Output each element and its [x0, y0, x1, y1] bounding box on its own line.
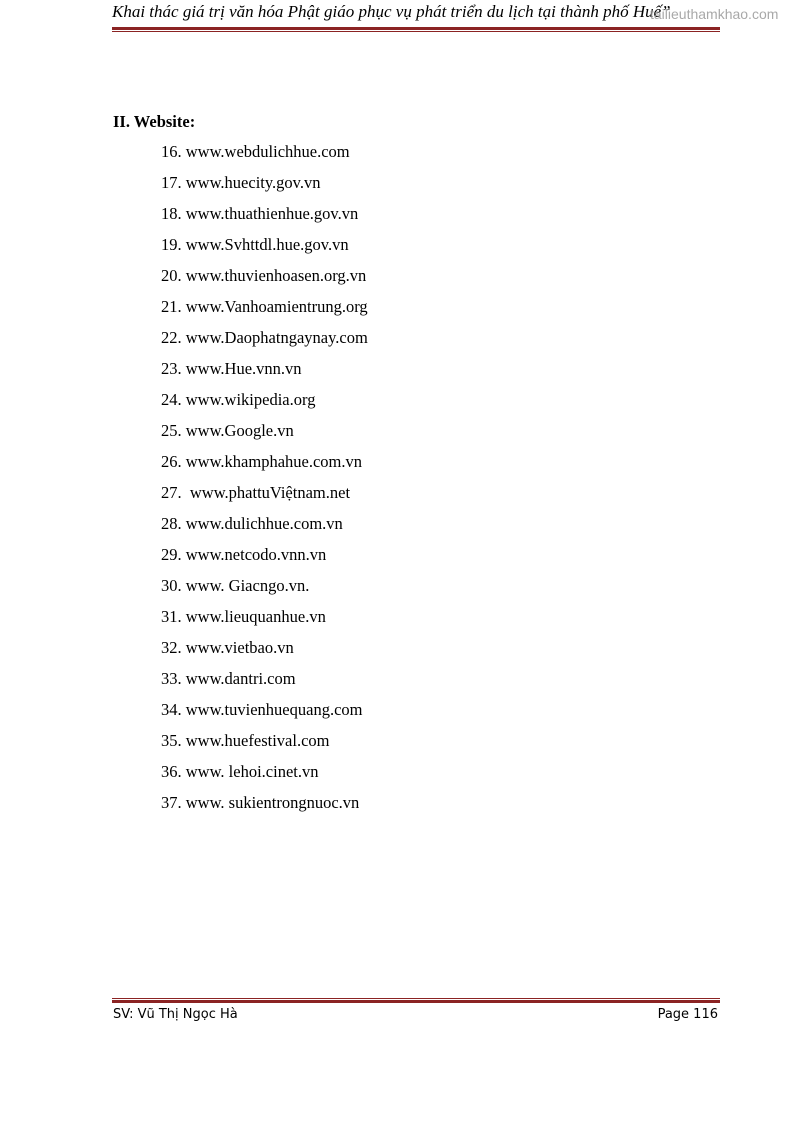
reference-item: 16. www.webdulichhue.com [161, 142, 350, 161]
reference-item: 19. www.Svhttdl.hue.gov.vn [161, 235, 349, 254]
reference-item: 27. www.phattuViệtnam.net [161, 483, 351, 502]
section-heading: II. Website: [113, 112, 196, 131]
watermark: tailieuthamkhao.com [650, 6, 779, 22]
reference-item: 31. www.lieuquanhue.vn [161, 607, 326, 626]
reference-item: 35. www.huefestival.com [161, 731, 330, 750]
reference-item: 20. www.thuvienhoasen.org.vn [161, 266, 367, 285]
header-title: Khai thác giá trị văn hóa Phật giáo phục vụ phát triển du lịch tại thành phố Huế” [112, 2, 671, 21]
header-rule-thin [112, 31, 720, 32]
reference-item: 24. www.wikipedia.org [161, 390, 316, 409]
reference-item: 25. www.Google.vn [161, 421, 294, 440]
footer-author: SV: Vũ Thị Ngọc Hà [113, 1007, 238, 1022]
footer-rule-thick [112, 1000, 720, 1003]
reference-item: 23. www.Hue.vnn.vn [161, 359, 302, 378]
reference-item: 33. www.dantri.com [161, 669, 296, 688]
reference-item: 17. www.huecity.gov.vn [161, 173, 321, 192]
footer-rule [112, 998, 720, 1003]
reference-item: 36. www. lehoi.cinet.vn [161, 762, 319, 781]
website-reference-list [161, 141, 368, 823]
reference-item: 26. www.khamphahue.com.vn [161, 452, 363, 471]
reference-item: 18. www.thuathienhue.gov.vn [161, 204, 359, 223]
reference-item: 37. www. sukientrongnuoc.vn [161, 793, 360, 812]
reference-item: 34. www.tuvienhuequang.com [161, 700, 363, 719]
reference-item: 28. www.dulichhue.com.vn [161, 514, 343, 533]
reference-item: 30. www. Giacngo.vn. [161, 576, 310, 595]
reference-item: 21. www.Vanhoamientrung.org [161, 297, 368, 316]
footer-page-number: Page 116 [657, 1007, 718, 1022]
reference-item: 32. www.vietbao.vn [161, 638, 294, 657]
header-rule [112, 27, 720, 32]
reference-item: 22. www.Daophatngaynay.com [161, 328, 368, 347]
reference-item: 29. www.netcodo.vnn.vn [161, 545, 327, 564]
